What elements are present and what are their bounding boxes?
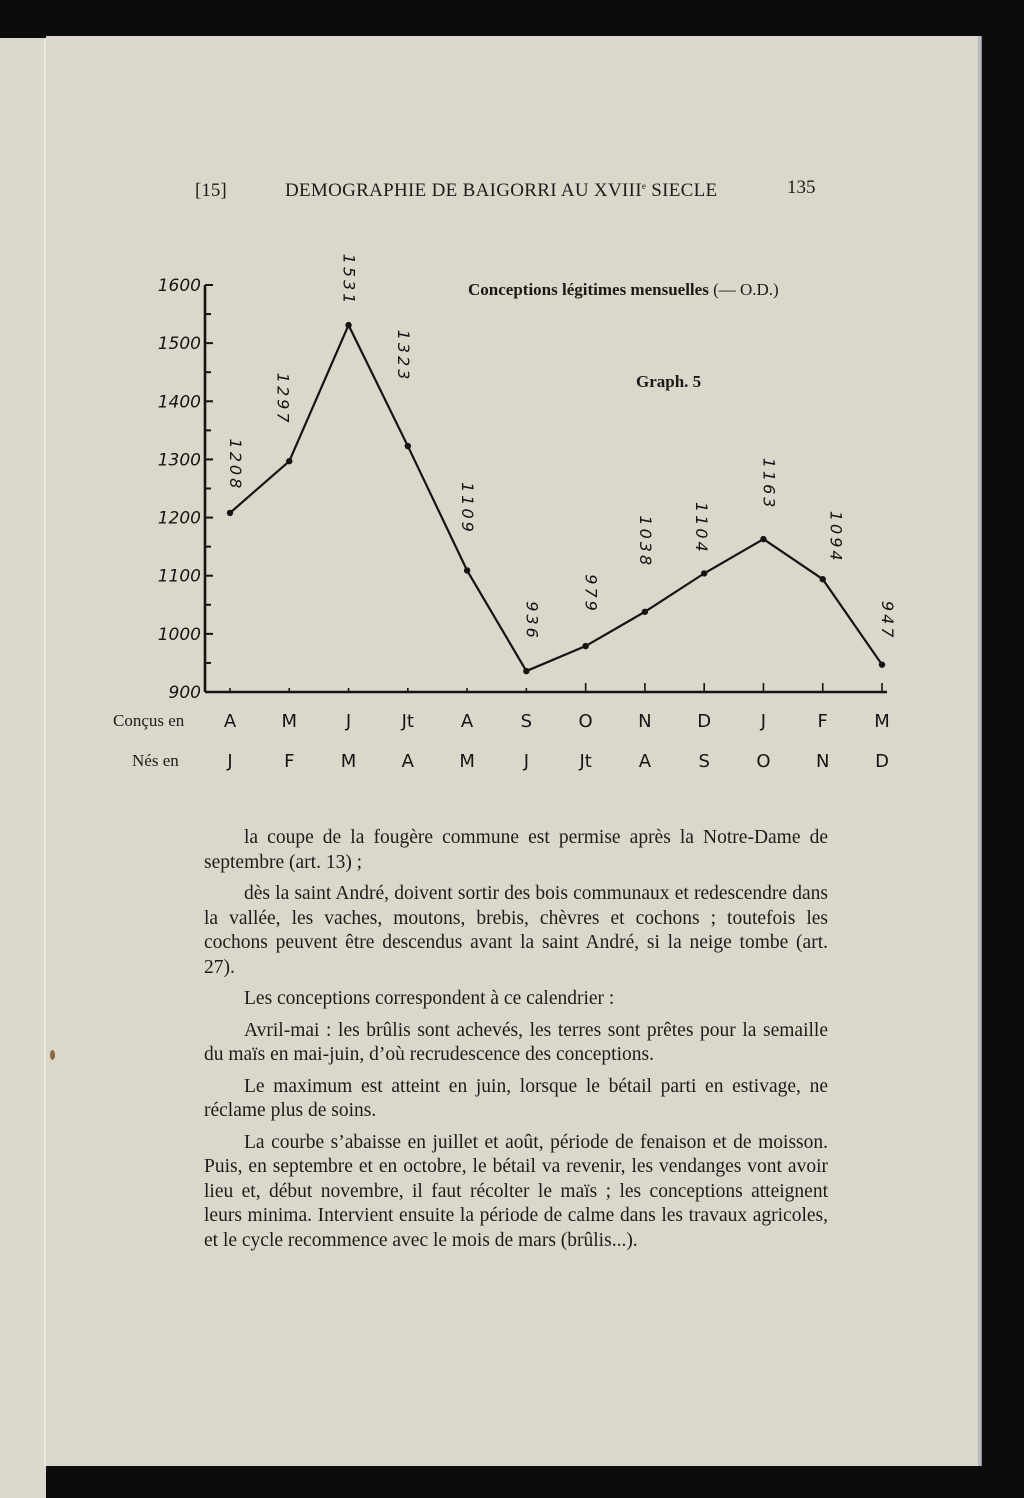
- data-label: 1104: [692, 502, 712, 555]
- conceived-month-label: D: [697, 711, 712, 732]
- chart-title-suffix: (— O.D.): [713, 280, 779, 299]
- conceived-month-label: M: [281, 711, 298, 732]
- data-point: [642, 609, 648, 615]
- y-tick-label: 1000: [157, 624, 201, 645]
- paper-stain: [50, 1050, 55, 1060]
- data-point: [879, 661, 885, 667]
- y-tick-label: 1100: [157, 566, 201, 587]
- data-label: 1297: [273, 372, 293, 426]
- conceived-month-label: S: [520, 711, 533, 732]
- y-tick-labels: [158, 276, 201, 703]
- born-month-label: D: [875, 751, 889, 772]
- paragraph: Les conceptions correspondent à ce calendrier :: [244, 988, 615, 1009]
- y-tick-label: 900: [168, 683, 201, 703]
- conceived-row-label: Conçus en: [113, 711, 185, 730]
- data-point: [701, 570, 707, 576]
- data-label: 947: [878, 600, 897, 641]
- y-tick-label: 1500: [157, 334, 201, 355]
- born-month-label: F: [284, 751, 295, 772]
- page-number: 135: [787, 177, 816, 198]
- conceived-month-label: A: [460, 711, 474, 732]
- conceived-month-label: M: [874, 711, 890, 732]
- data-label: 1208: [226, 438, 245, 492]
- data-line: [230, 325, 882, 671]
- data-label: 1531: [339, 253, 359, 307]
- chart-axes: [205, 285, 887, 692]
- data-label: 1163: [759, 457, 779, 511]
- data-label: 1109: [458, 482, 478, 535]
- data-label: 1094: [826, 510, 846, 564]
- graph-number: Graph. 5: [636, 372, 702, 391]
- data-point: [582, 643, 588, 649]
- born-month-label: J: [227, 751, 233, 772]
- data-point: [405, 443, 411, 449]
- data-point: [345, 322, 351, 328]
- running-title-end: SIECLE: [646, 180, 718, 201]
- paragraph: la coupe de la fougère commune est permise après la Notre-Dame de septembre (art. 13) ;: [204, 827, 828, 873]
- conceived-month-label: O: [578, 711, 593, 732]
- data-point: [760, 536, 766, 542]
- body-text: [204, 826, 828, 1260]
- born-month-label: O: [756, 751, 771, 772]
- paragraph: La courbe s’abaisse en juillet et août, période de fenaison et de moisson. Puis, en septembre et en octobre, le bétail va revenir, les vendanges vont avoir lieu et, début novembre, il faut récolter le maïs ; les conceptions atteignent leurs minima. Intervient ensuite la période de calme dans les travaux agricoles, et le cycle recommence avec le mois de mars (brûlis...).: [204, 1131, 828, 1251]
- conceived-month-label: N: [638, 711, 652, 732]
- data-point: [820, 576, 826, 582]
- born-row-label: Nés en: [132, 751, 179, 770]
- x-month-labels: [224, 711, 890, 772]
- y-tick-label: 1300: [157, 450, 201, 471]
- born-month-label: M: [459, 751, 475, 772]
- data-label: 1323: [393, 329, 413, 383]
- born-month-label: A: [401, 751, 414, 772]
- running-title-text: DEMOGRAPHIE DE BAIGORRI AU XVIII: [285, 180, 642, 201]
- born-month-label: S: [698, 751, 710, 772]
- conceived-month-label: Jt: [401, 711, 415, 732]
- data-label: 936: [522, 601, 542, 641]
- data-label: 1038: [635, 515, 655, 569]
- born-month-label: M: [340, 751, 357, 772]
- data-points: [227, 322, 885, 674]
- y-tick-label: 1400: [157, 392, 201, 413]
- conceived-month-label: J: [760, 711, 767, 732]
- born-month-label: A: [638, 751, 652, 772]
- conceived-month-label: J: [345, 711, 352, 732]
- section-number: [15]: [195, 180, 227, 201]
- born-month-label: Jt: [579, 751, 592, 772]
- y-tick-label: 1200: [157, 508, 201, 529]
- y-tick-label: 1600: [157, 276, 201, 296]
- born-month-label: N: [815, 751, 830, 772]
- data-point: [523, 668, 529, 674]
- running-title-sup: e: [641, 181, 647, 191]
- data-label: 979: [581, 574, 601, 614]
- paragraph: Avril-mai : les brûlis sont achevés, les terres sont prêtes pour la semaille du maïs en mai-juin, d’où recrudescence des conceptions.: [204, 1019, 828, 1065]
- paragraph: dès la saint André, doivent sortir des bois communaux et redescendre dans la vallée, les vaches, moutons, brebis, chèvres et cochons ; toutefois les cochons peuvent être descendus avant la saint André, si la neige tombe (art. 27).: [204, 883, 828, 978]
- born-month-label: J: [523, 751, 530, 772]
- data-labels: [226, 254, 897, 641]
- conceived-month-label: A: [223, 711, 237, 732]
- chart-title-text: Conceptions légitimes mensuelles: [468, 280, 709, 299]
- conceived-month-label: F: [817, 711, 828, 732]
- data-point: [464, 567, 470, 573]
- data-point: [286, 458, 292, 464]
- data-point: [227, 510, 233, 516]
- paragraph: Le maximum est atteint en juin, lorsque le bétail parti en estivage, ne réclame plus de soins.: [204, 1075, 828, 1121]
